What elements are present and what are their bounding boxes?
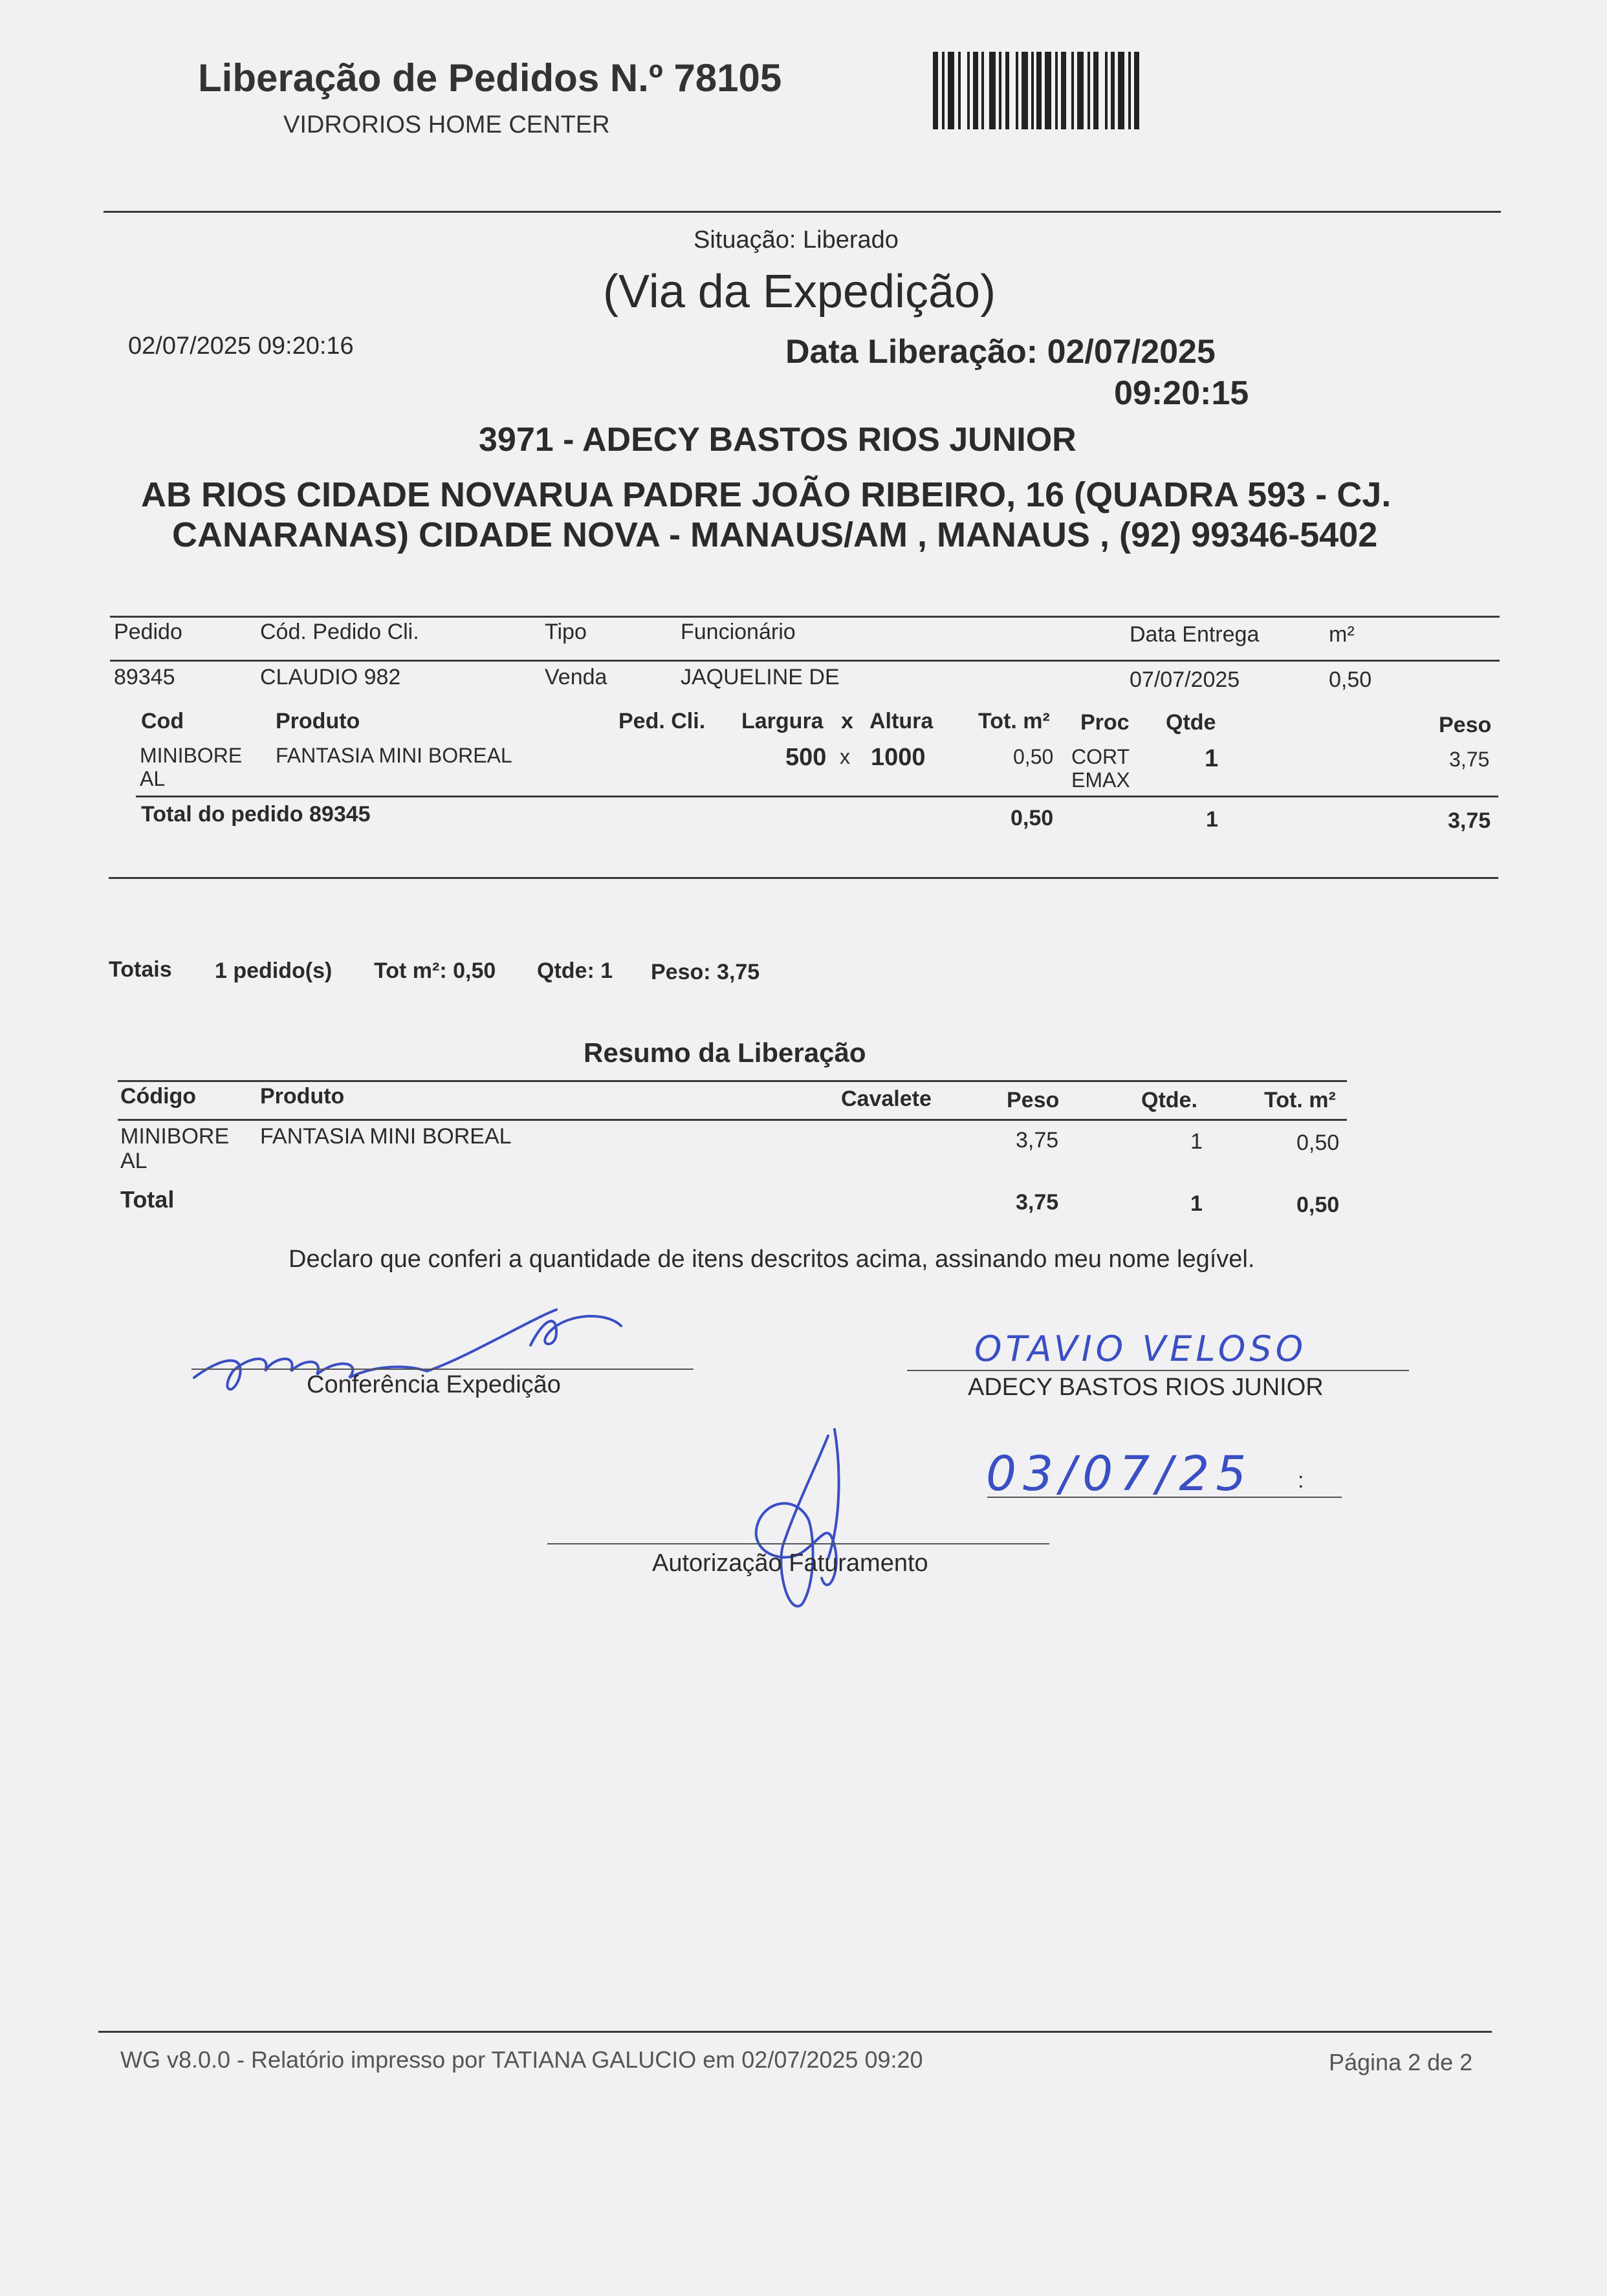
cell-cod-pedido-cli: CLAUDIO 982 — [260, 665, 401, 689]
items-header-tot-m2: Tot. m² — [978, 709, 1050, 733]
summary-header-codigo: Código — [120, 1084, 197, 1109]
summary-peso: 3,75 — [1016, 1128, 1059, 1153]
item-cod-line1: MINIBORE — [140, 744, 243, 767]
cell-funcionario: JAQUELINE DE — [681, 665, 840, 689]
order-total-m2: 0,50 — [1011, 806, 1054, 830]
via-label: (Via da Expedição) — [603, 266, 996, 318]
items-header-altura: Altura — [869, 709, 934, 733]
summary-produto: FANTASIA MINI BOREAL — [260, 1124, 512, 1149]
header-tipo: Tipo — [545, 620, 587, 644]
autorizacao-label: Autorização Faturamento — [652, 1550, 928, 1577]
summary-codigo-line1: MINIBORE — [120, 1124, 230, 1149]
summary-header-peso: Peso — [1007, 1088, 1060, 1112]
item-altura: 1000 — [871, 744, 926, 771]
summary-header-tot-m2: Tot. m² — [1264, 1088, 1336, 1112]
header-pedido: Pedido — [114, 620, 182, 644]
summary-qtde: 1 — [1190, 1129, 1203, 1154]
item-proc-line2: EMAX — [1071, 768, 1130, 792]
items-header-largura: Largura — [741, 709, 824, 733]
summary-tot-m2: 0,50 — [1296, 1131, 1340, 1155]
autorizacao-signature — [744, 1429, 873, 1610]
client-signature-line — [907, 1370, 1409, 1371]
client-signature-label: ADECY BASTOS RIOS JUNIOR — [968, 1374, 1324, 1401]
items-header-x: x — [841, 709, 853, 733]
status-label: Situação: Liberado — [694, 226, 899, 254]
barcode — [933, 52, 1183, 129]
release-time: 09:20:15 — [1114, 374, 1249, 412]
item-proc-line1: CORT — [1071, 745, 1130, 768]
cell-pedido: 89345 — [114, 665, 175, 689]
header-funcionario: Funcionário — [681, 620, 796, 644]
header-divider — [104, 211, 1501, 213]
summary-header-cavalete: Cavalete — [841, 1087, 932, 1111]
order-table-bottom-line — [109, 877, 1498, 879]
order-total-label: Total do pedido 89345 — [141, 802, 371, 827]
items-header-proc: Proc — [1080, 710, 1130, 735]
summary-header-produto: Produto — [260, 1084, 345, 1109]
cell-tipo: Venda — [545, 665, 607, 689]
cell-data-entrega: 07/07/2025 — [1130, 667, 1240, 692]
summary-header-qtde: Qtde. — [1141, 1088, 1197, 1112]
company-name: VIDRORIOS HOME CENTER — [283, 111, 610, 138]
handwritten-name: OTAVIO VELOSO — [974, 1328, 1307, 1369]
totals-qtde: Qtde: 1 — [537, 958, 613, 983]
summary-total-label: Total — [120, 1186, 175, 1213]
client-name: 3971 - ADECY BASTOS RIOS JUNIOR — [479, 421, 1077, 459]
footer-printed-by: WG v8.0.0 - Relatório impresso por TATIANA GALUCIO em 02/07/2025 09:20 — [120, 2046, 923, 2073]
date-line — [987, 1497, 1342, 1498]
handwritten-date: 03/07/25 — [986, 1446, 1253, 1502]
item-produto: FANTASIA MINI BOREAL — [276, 744, 512, 767]
document-title: Liberação de Pedidos N.º 78105 — [198, 56, 782, 100]
item-largura: 500 — [785, 744, 827, 771]
conferencia-line — [191, 1369, 694, 1370]
summary-top-line — [118, 1080, 1347, 1082]
print-datetime: 02/07/2025 09:20:16 — [128, 332, 354, 360]
totals-peso: Peso: 3,75 — [651, 960, 760, 984]
order-total-qtde: 1 — [1206, 807, 1218, 832]
summary-codigo-line2: AL — [120, 1149, 148, 1173]
items-total-line — [136, 796, 1498, 797]
summary-header-line — [118, 1119, 1347, 1121]
totals-label: Totais — [109, 957, 172, 982]
release-date: Data Liberação: 02/07/2025 — [785, 333, 1216, 371]
cell-m2: 0,50 — [1329, 667, 1372, 692]
order-table-header-line — [110, 660, 1500, 662]
header-m2: m² — [1329, 622, 1355, 647]
items-header-produto: Produto — [276, 709, 360, 733]
autorizacao-line — [547, 1543, 1049, 1544]
item-peso: 3,75 — [1449, 748, 1490, 771]
summary-title: Resumo da Liberação — [584, 1037, 866, 1068]
items-header-ped-cli: Ped. Cli. — [618, 709, 706, 733]
item-qtde: 1 — [1205, 745, 1219, 772]
order-total-peso: 3,75 — [1448, 808, 1491, 833]
footer-divider — [98, 2031, 1492, 2033]
order-table-top-line — [110, 616, 1500, 618]
date-time-separator: : — [1298, 1468, 1304, 1493]
summary-total-peso: 3,75 — [1016, 1190, 1059, 1215]
client-address-line1: AB RIOS CIDADE NOVARUA PADRE JOÃO RIBEIRO, 16 (QUADRA 593 - CJ. — [141, 475, 1392, 514]
declaration-text: Declaro que conferi a quantidade de itens descritos acima, assinando meu nome legível. — [289, 1246, 1255, 1273]
header-cod-pedido-cli: Cód. Pedido Cli. — [260, 620, 419, 644]
totals-tot-m2: Tot m²: 0,50 — [374, 958, 496, 983]
item-cod-line2: AL — [140, 767, 166, 790]
items-header-cod: Cod — [141, 709, 184, 733]
totals-pedidos: 1 pedido(s) — [215, 958, 333, 983]
items-header-qtde: Qtde — [1166, 710, 1216, 735]
summary-total-tot-m2: 0,50 — [1296, 1193, 1340, 1217]
header-data-entrega: Data Entrega — [1130, 622, 1260, 647]
footer-page: Página 2 de 2 — [1329, 2049, 1473, 2075]
conferencia-label: Conferência Expedição — [307, 1371, 561, 1398]
summary-total-qtde: 1 — [1190, 1191, 1203, 1216]
items-header-peso: Peso — [1439, 713, 1492, 737]
item-x: x — [840, 745, 850, 768]
client-address-line2: CANARANAS) CIDADE NOVA - MANAUS/AM , MANAUS , (92) 99346-5402 — [172, 515, 1378, 554]
item-tot-m2: 0,50 — [1013, 745, 1054, 768]
